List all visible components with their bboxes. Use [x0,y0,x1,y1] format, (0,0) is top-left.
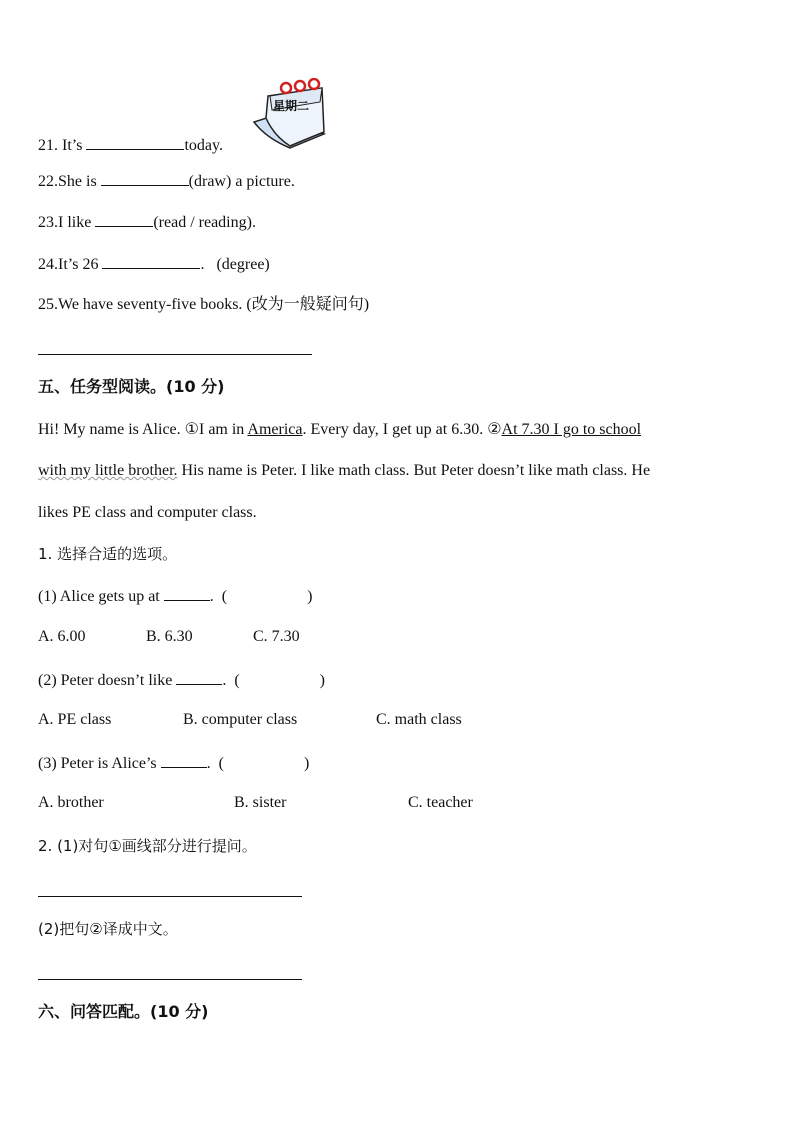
question-25 [38,295,369,315]
underlined-sentence-2a: At 7.30 I go to school [501,421,642,438]
passage-text: His name is Peter. I like math class. But Peter doesn’t like math class. He [177,462,651,479]
mc3-stem: (3) Peter is Alice’s [38,755,161,772]
task-1-instruction: 1. 选择合适的选项。 [38,545,178,563]
underlined-sentence-2b: with my little brother. [38,462,178,479]
mc3-blank [161,753,207,768]
mc1-option-b: B. 6.30 [146,628,193,645]
mc2-stem: (2) Peter doesn’t like [38,672,177,689]
mc1-paren-open: . ( [209,588,228,605]
q23-text: 23.I like [38,214,96,231]
mc3-option-c: C. teacher [408,794,473,811]
q22-text: 22.She is [38,173,101,190]
mc2-option-c: C. math class [376,711,462,728]
mc-question-3 [38,753,309,774]
passage-line-3: likes PE class and computer class. [38,504,257,521]
mc3-paren-close: ) [303,755,310,772]
passage-line-2 [38,461,650,481]
q22-tail: (draw) a picture. [188,173,295,190]
task2-1-answer-line [38,896,302,897]
q25-answer-line [38,354,312,355]
mc-question-2 [38,670,325,691]
passage-line-1 [38,420,641,440]
section5-title: 五、任务型阅读。(10 分) [38,377,225,396]
q24-text: 24.It’s 26 [38,256,103,273]
question-23 [38,212,256,233]
question-22 [38,171,295,192]
q21-text: It’s [58,137,87,154]
passage-text: . Every day, I get up at 6.30. ② [302,421,502,438]
mc3-option-a: A. brother [38,794,104,811]
task-2-part-1: 2. (1)对句①画线部分进行提问。 [38,837,257,855]
q21-blank [86,135,184,150]
q21-tail: today. [184,137,223,154]
calendar-illustration [246,78,332,154]
task-2-part-2: (2)把句②译成中文。 [38,920,178,938]
mc1-paren-close: ) [307,588,313,605]
q25-text: 25.We have seventy-five books. (改为一般疑问句) [38,296,370,313]
mc2-paren-open: . ( [222,672,240,689]
q24-blank [102,254,200,269]
question-24 [38,254,270,275]
q21-number: 21. [38,137,58,154]
mc3-option-b: B. sister [234,794,287,811]
mc1-blank [164,586,210,601]
q23-tail: (read / reading). [153,214,256,231]
q23-blank [95,212,153,227]
mc1-option-c: C. 7.30 [253,628,300,645]
mc2-option-b: B. computer class [183,711,298,728]
underlined-america: America [247,421,303,438]
task2-2-answer-line [38,979,302,980]
mc3-paren-open: . ( [206,755,224,772]
mc-question-1 [38,586,312,607]
question-21 [38,135,223,156]
q22-blank [101,171,189,186]
calendar-label: 星期二 [273,99,310,113]
calendar-icon [246,78,332,154]
mc2-blank [176,670,222,685]
mc1-option-a: A. 6.00 [38,628,86,645]
mc2-option-a: A. PE class [38,711,112,728]
q24-tail: . (degree) [200,256,270,273]
mc1-stem: (1) Alice gets up at [38,588,164,605]
mc2-paren-close: ) [319,672,325,689]
section6-title: 六、问答匹配。(10 分) [38,1002,209,1021]
passage-text: Hi! My name is Alice. ①I am in [38,421,248,438]
